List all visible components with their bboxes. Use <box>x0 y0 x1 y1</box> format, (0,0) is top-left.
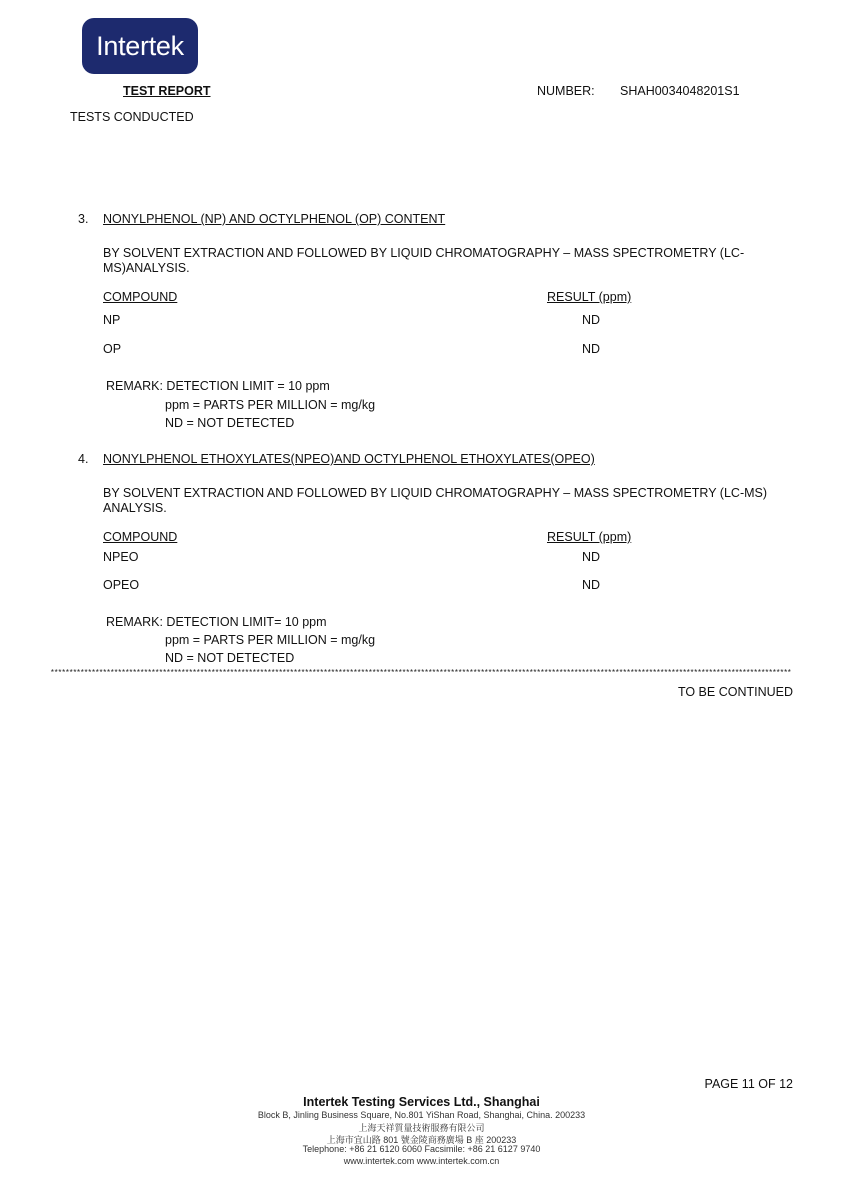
compound-column-header: COMPOUND <box>103 290 178 304</box>
compound-result: ND <box>582 550 601 564</box>
tests-conducted-heading: TESTS CONDUCTED <box>70 110 194 124</box>
intertek-logo <box>82 18 198 74</box>
compound-result: ND <box>582 578 601 592</box>
compound-name: OP <box>103 342 122 356</box>
method-description: BY SOLVENT EXTRACTION AND FOLLOWED BY LIQUID CHROMATOGRAPHY – MASS SPECTROMETRY (LC-MS) ANALYSIS. <box>103 486 768 515</box>
footer-address-cn: 上海市宜山路 801 號金陵商務廣場 B 座 200233 <box>326 1135 517 1145</box>
section-title: NONYLPHENOL ETHOXYLATES(NPEO)AND OCTYLPHENOL ETHOXYLATES(OPEO) <box>103 452 595 466</box>
page-number: PAGE 11 OF 12 <box>704 1077 793 1091</box>
remark-nd-definition: ND = NOT DETECTED <box>165 651 295 665</box>
compound-column-header: COMPOUND <box>103 530 178 544</box>
to-be-continued: TO BE CONTINUED <box>677 685 793 699</box>
remark-detection-limit: REMARK: DETECTION LIMIT = 10 ppm <box>106 379 330 393</box>
compound-result: ND <box>582 313 601 327</box>
footer-address-en: Block B, Jinling Business Square, No.801 YiShan Road, Shanghai, China. 200233 <box>257 1110 586 1120</box>
compound-result: ND <box>582 342 601 356</box>
report-number-label: NUMBER: <box>537 84 595 98</box>
compound-name: NP <box>103 313 121 327</box>
remark-ppm-definition: ppm = PARTS PER MILLION = mg/kg <box>165 633 376 647</box>
logo-text: Intertek <box>96 30 184 61</box>
section-title: NONYLPHENOL (NP) AND OCTYLPHENOL (OP) CONTENT <box>103 212 446 226</box>
section-number: 3. <box>78 212 89 226</box>
footer-phone-fax: Telephone: +86 21 6120 6060 Facsimile: +86 21 6127 9740 <box>302 1144 541 1154</box>
footer-websites: www.intertek.com www.intertek.com.cn <box>343 1156 500 1166</box>
compound-name: NPEO <box>103 550 139 564</box>
remark-ppm-definition: ppm = PARTS PER MILLION = mg/kg <box>165 398 376 412</box>
footer-company-name: Intertek Testing Services Ltd., Shanghai <box>303 1095 540 1109</box>
asterisk-separator: ****************************************************************************************************************************************************************************************************** <box>50 669 791 678</box>
method-description: BY SOLVENT EXTRACTION AND FOLLOWED BY LIQUID CHROMATOGRAPHY – MASS SPECTROMETRY (LC-MS)ANALYSIS. <box>103 246 745 275</box>
compound-name: OPEO <box>103 578 140 592</box>
result-column-header: RESULT (ppm) <box>547 530 632 544</box>
remark-detection-limit: REMARK: DETECTION LIMIT= 10 ppm <box>106 615 327 629</box>
report-title: TEST REPORT <box>123 84 211 98</box>
report-number-value: SHAH0034048201S1 <box>620 84 740 98</box>
section-number: 4. <box>78 452 89 466</box>
result-column-header: RESULT (ppm) <box>547 290 632 304</box>
footer-company-cn: 上海天祥質量技術服務有限公司 <box>358 1123 485 1133</box>
remark-nd-definition: ND = NOT DETECTED <box>165 416 295 430</box>
